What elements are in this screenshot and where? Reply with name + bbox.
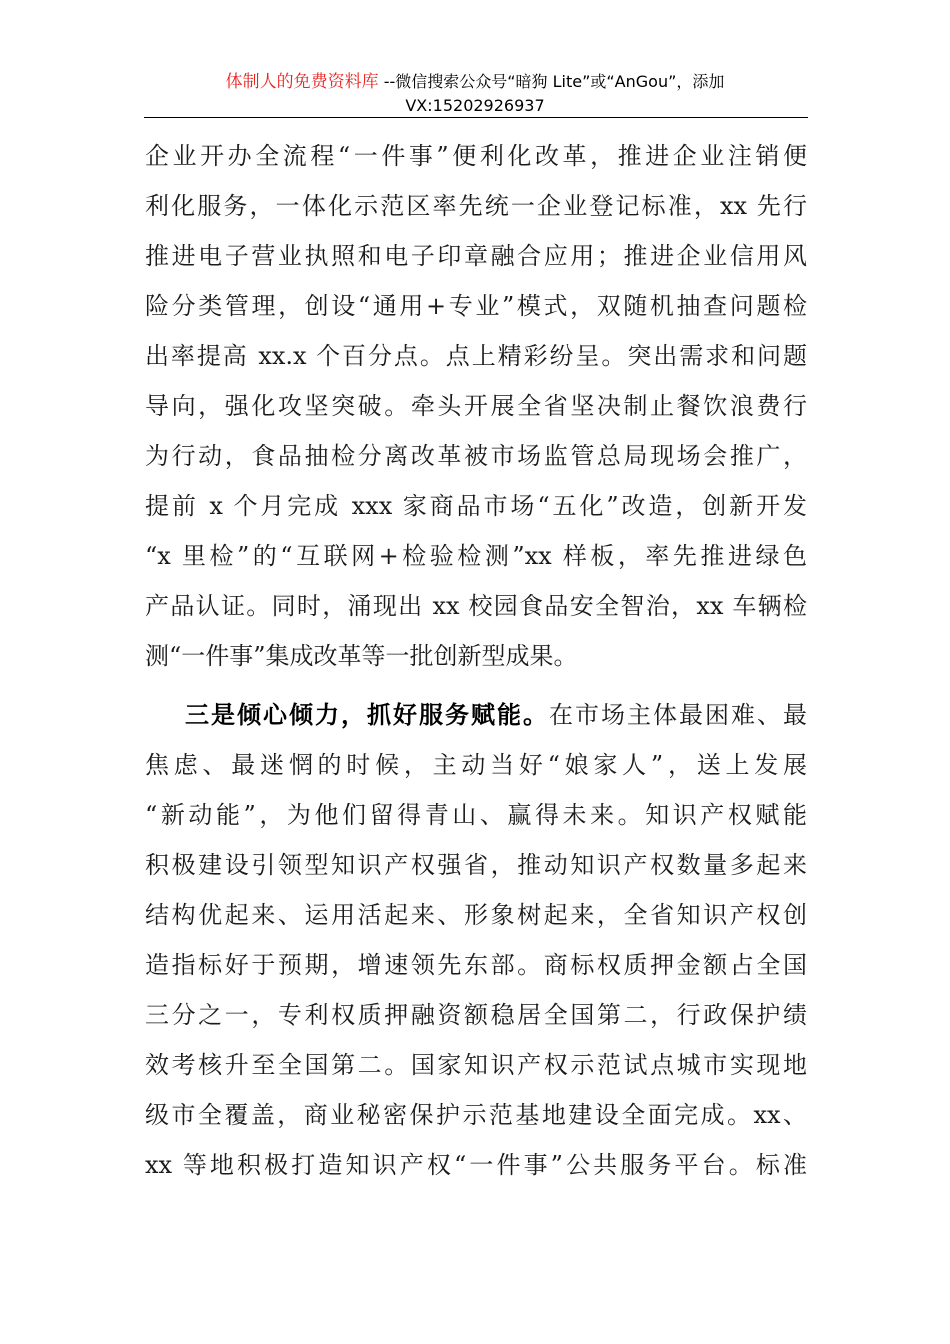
text-line: 出率提高 xx.x 个百分点。点上精彩纷呈。突出需求和问题 — [145, 342, 807, 370]
text-line: 结构优起来、运用活起来、形象树起来，全省知识产权创 — [145, 901, 807, 929]
text-line: 导向，强化攻坚突破。牵头开展全省坚决制止餐饮浪费行 — [145, 392, 807, 420]
text-line: xx 等地积极打造知识产权“一件事”公共服务平台。标准 — [145, 1151, 807, 1179]
header-line-2: VX:15202926937 — [405, 96, 545, 115]
header-brand: 体制人的免费资料库 — [225, 72, 379, 92]
text-line: 提前 x 个月完成 xxx 家商品市场“五化”改造，创新开发 — [145, 492, 807, 520]
header-divider — [144, 117, 808, 118]
paragraph-2 — [145, 690, 807, 1190]
paragraph-2-lead: 三是倾心倾力，抓好服务赋能。 — [185, 701, 549, 729]
header-line-1 — [140, 70, 810, 94]
text-line: 造指标好于预期，增速领先东部。商标权质押金额占全国 — [145, 951, 807, 979]
text-line: 产品认证。同时，涌现出 xx 校园食品安全智治，xx 车辆检 — [145, 592, 807, 620]
text-line: 企业开办全流程“一件事”便利化改革，推进企业注销便 — [145, 142, 807, 170]
text-line: 级市全覆盖，商业秘密保护示范基地建设全面完成。xx、 — [145, 1101, 807, 1129]
text-line: “x 里检”的“互联网+检验检测”xx 样板，率先推进绿色 — [145, 542, 807, 570]
paragraph-2-first-line — [145, 690, 807, 740]
text-line: 焦虑、最迷惘的时候，主动当好“娘家人”，送上发展 — [145, 751, 807, 779]
text-line: 险分类管理，创设“通用+专业”模式，双随机抽查问题检 — [145, 292, 807, 320]
paragraph-1 — [145, 131, 807, 681]
text-line: 为行动，食品抽检分离改革被市场监管总局现场会推广， — [145, 442, 807, 470]
text-line: 利化服务，一体化示范区率先统一企业登记标准，xx 先行 — [145, 192, 807, 220]
paragraph-2-first-line-rest: 在市场主体最困难、最 — [549, 701, 807, 729]
text-line: 积极建设引领型知识产权强省，推动知识产权数量多起来 — [145, 851, 807, 879]
watermark-header — [140, 70, 810, 118]
text-line: 推进电子营业执照和电子印章融合应用；推进企业信用风 — [145, 242, 807, 270]
text-line: “新动能”，为他们留得青山、赢得未来。知识产权赋能 — [145, 801, 807, 829]
header-promo-text: --微信搜索公众号“暗狗 Lite”或“AnGou”，添加 — [378, 72, 725, 91]
text-line: 测“一件事”集成改革等一批创新型成果。 — [145, 642, 578, 670]
text-line: 效考核升至全国第二。国家知识产权示范试点城市实现地 — [145, 1051, 807, 1079]
text-line: 三分之一，专利权质押融资额稳居全国第二，行政保护绩 — [145, 1001, 807, 1029]
